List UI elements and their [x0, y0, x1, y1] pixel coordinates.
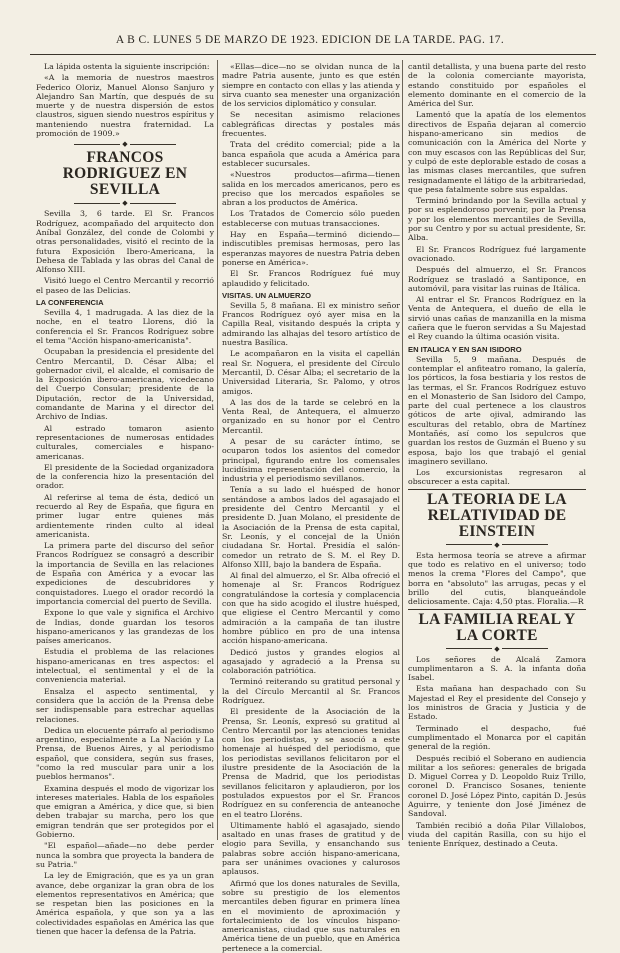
headline-einstein: LA TEORIA DE LA RELATIVIDAD DE EINSTEIN — [427, 490, 567, 540]
paragraph: Los Tratados de Comercio sólo pueden establecerse con mutuas transacciones. — [222, 209, 400, 228]
column-1 — [36, 62, 214, 937]
paragraph: Ensalza el aspecto sentimental, y considera que la acción de la Prensa debe ser indispensable para estrechar aquellas relaciones. — [36, 686, 214, 724]
paragraph: Sevilla 4, 1 madrugada. A las diez de la noche, en el teatro Llorens, dió la conferencia el Sr. Francos Rodríguez sobre el tema "Acción hispano-americanista". — [36, 308, 214, 345]
paragraph: Sevilla 5, 9 mañana. Después de contemplar el anfiteatro romano, la galería, los pórticos, la fosa bestiaria y los restos de las termas, el Sr. Francos Rodríguez estuvo en el Monasterio de San Isidoro del Campo, parte del cual pertenece a los claustros góticos de arte ojival, admirando las esculturas del retablo, obra de Martínez Montañés, así como los sepulcros que guardan los restos de Guzmán el Bueno y su esposa, bajo los que trabajó el genial imaginero sevillano. — [408, 354, 586, 466]
paragraph: Terminó reiterando su gratitud personal y la del Círculo Mercantil al Sr. Francos Rodríguez. — [222, 677, 400, 705]
paragraph: Esta hermosa teoría se atreve a afirmar que todo es relativo en el universo; todo menos la crema "Flores del Campo", que borra en "absoluto" las arrugas, pecas y el brillo del cutis, blanqueándole deliciosamente. Caja: 4,50 ptas. Floralia.—R — [408, 550, 586, 607]
paragraph: Ultimamente habló el agasajado, siendo asaltado en unas frases de gratitud y de elogio para Sevilla, y ensanchando sus palabras sobre acción hispano-americana, para ser unánimes ovaciones y calurosos aplausos. — [222, 820, 400, 877]
paragraph: La primera parte del discurso del señor Francos Rodríguez se consagró a describir la importancia de Sevilla en las relaciones de España con América y a evocar las expediciones de descubridores y conquistadores. Luego el orador recordó la importancia comercial del puerto de Sevilla. — [36, 541, 214, 606]
paragraph: Estudia el problema de las relaciones hispano-americanas en tres aspectos: el intelectual, el sentimental y el de la conveniencia material. — [36, 647, 214, 685]
column-3 — [408, 62, 586, 849]
paragraph: El presidente de la Sociedad organizadora de la conferencia hizo la presentación del orador. — [36, 462, 214, 491]
paragraph: Afirmó que los dones naturales de Sevilla, sobre su prestigio de los elementos mercantiles deben figurar en primera línea en el movimiento de aproximación y fortalecimiento de los vínculos hispano-americanistas, ciudad que sus naturales en América tiene de un pueblo, que en América pertenece a la comercial. — [222, 878, 400, 953]
paragraph: El Sr. Francos Rodríguez fué muy aplaudido y felicitado. — [222, 269, 400, 288]
column-divider — [402, 60, 403, 840]
column-2 — [222, 62, 400, 953]
paragraph: El Sr. Francos Rodríguez fué largamente ovacionado. — [408, 244, 586, 263]
paragraph: Se necesitan asimismo relaciones cablegráficas directas y postales más frecuentes. — [222, 110, 400, 139]
headline-familia-real: LA FAMILIA REAL Y LA CORTE — [418, 610, 576, 644]
header-rule — [30, 54, 596, 55]
paragraph: Examina después el modo de vigorizar los intereses materiales. Habla de los españoles que emigran a América, y dice que, si bien deben trabajar su marcha, pero los que emigran tendrán que ser protegidos por el Gobierno. — [36, 783, 214, 840]
paragraph: El presidente de la Asociación de la Prensa, Sr. Leonís, expresó su gratitud al Centro Mercantil por las atenciones tenidas con los periodistas, y se asoció a este homenaje al huésped del periodismo, que los periodistas sevillanos felicitaron por el ilustre presidente de la Asociación de la Prensa de Madrid, que los periodistas sevillanos felicitaron y aplaudieron, por los postulados expuestos por el Sr. Francos Rodríguez en su conferencia de anteanoche en el teatro Lloréns. — [222, 707, 400, 819]
paragraph: Esta mañana han despachado con Su Majestad el Rey el presidente del Consejo y los ministros de Gracia y Justicia y de Estado. — [408, 684, 586, 722]
paragraph: «Ellas—dice—no se olvidan nunca de la madre Patria ausente, junto es que estén siempre en contacto con ellas y las atienda y sirva cuanto sea menester una organización de los servicios diplomático y consular. — [222, 62, 400, 109]
ornament-divider: ◆ — [36, 140, 214, 148]
paragraph: Dedica un elocuente párrafo al periodismo argentino, especialmente a La Nación y La Prensa, de Buenos Aires, y al periodismo español, que considera, según sus frases, "como la red muscular para unir a los pueblos hermanos". — [36, 725, 214, 782]
paragraph: Los excursionistas regresaron al obscurecer a esta capital. — [408, 468, 586, 487]
paragraph: «Nuestros productos—afirma—tienen salida en los mercados americanos, pero es preciso que los mercados españoles se abran a los productos de América. — [222, 170, 400, 208]
paragraph: Al referirse al tema de ésta, dedicó un recuerdo al Rey de España, que figura en primer lugar entre quienes más ardientemente rinden culto al ideal americanista. — [36, 492, 214, 539]
paragraph: Sevilla 5, 8 mañana. El ex ministro señor Francos Rodríguez oyó ayer misa en la Capilla Real, visitando después la cripta y admirando las alhajas del tesoro artístico de nuestra Basílica. — [222, 300, 400, 348]
paragraph: Expone lo que vale y significa el Archivo de Indias, donde guardan los tesoros hispano-americanos y las grandezas de los países americanos. — [36, 608, 214, 646]
page-header: A B C. LUNES 5 DE MARZO DE 1923. EDICION DE LA TARDE. PAG. 17. — [115, 34, 505, 46]
paragraph: A las dos de la tarde se celebró en la Venta Real, de Antequera, el almuerzo organizado en su honor por el Centro Mercantil. — [222, 397, 400, 435]
ornament-divider: ◆ — [36, 199, 214, 207]
paragraph: Al entrar el Sr. Francos Rodríguez en la Venta de Antequera, el dueño de ella le sirvió unas cañas de manzanilla en la misma cañera que le fueron servidas a Su Majestad el Rey cuando la última ocasión visita. — [408, 295, 586, 342]
paragraph: Al final del almuerzo, el Sr. Alba ofreció el homenaje al Sr. Francos Rodríguez congratulándose la cortesía y complacencia con que ha sido acogido el ilustre huésped, que eligiese el Centro Mercantil y como admiración a la campaña de tan ilustre hombre público en pro de una intensa acción hispano-americana. — [222, 571, 400, 646]
paragraph: Tenía a su lado el huésped de honor sentándose a ambos lados del agasajado el presidente del Centro Mercantil y el presidente D. Juan Molano, el presidente de la Asociación de la Prensa de esta capital, Sr. Leonís, y el concejal de la Unión ciudadana Sr. Hortal. Presidía el salón-comedor un retrato de S. M. el Rey D. Alfonso XIII, bajo la bandera de España. — [222, 485, 400, 569]
paragraph: También recibió a doña Pilar Villalobos, viuda del capitán Rasilla, con su hijo el teniente Enríquez, destinado a Ceuta. — [408, 820, 586, 849]
paragraph: Terminado el despacho, fué cumplimentado el Monarca por el capitán general de la región. — [408, 723, 586, 752]
paragraph: Hay en España—terminó diciendo—indiscutibles premisas hermosas, pero las esperanzas mayores de nuestra Patria deben ponerse en América». — [222, 230, 400, 267]
section-rule — [408, 609, 586, 610]
paragraph: Después recibió el Soberano en audiencia militar a los señores: generales de brigada D. Miguel Correa y D. Leopoldo Ruiz Trillo, coronel D. Francisco Sosanes, teniente coronel D. José López Pinto, capitán D. Jesús Aguirre, y teniente don José Jiménez de Sandoval. — [408, 753, 586, 819]
paragraph: Dedicó justos y grandes elogios al agasajado y agradeció a la Prensa su colaboración patriótica. — [222, 647, 400, 676]
paragraph: Lamentó que la apatía de los elementos directivos de España dejaran al comercio hispano-americano sin medios de comunicación con la América del Norte y con muy escasos con las Repúblicas del Sur, y culpó de este deplorable estado de cosas a las mismas clases mercantiles, que sufren resignadamente el látigo de la arbitrariedad, que pesa fatalmente sobre sus espaldas. — [408, 110, 586, 194]
paragraph: La lápida ostenta la siguiente inscripción: — [44, 62, 210, 71]
headline-francos-rodriguez: FRANCOS RODRIGUEZ EN SEVILLA — [62, 149, 188, 199]
column-divider — [217, 60, 218, 840]
paragraph: Los señores de Alcalá Zamora cumplimentaron a S. A. la infanta doña Isabel. — [408, 654, 586, 683]
paragraph: "El español—añade—no debe perder nunca la sombra que proyecta la bandera de su Patria." — [36, 841, 214, 869]
paragraph: Le acompañaron en la visita el capellán real Sr. Noguera, el presidente del Círculo Mercantil, D. César Alba; el secretario de la Universidad Literaria, Sr. Palomo, y otros amigos. — [222, 349, 400, 396]
paragraph: Ocupaban la presidencia el presidente del Centro Mercantil, D. César Alba; el gobernador civil, el alcalde, el comisario de la Exposición ibero-americana, vicedecano del Cuerpo Consular; presidente de la Diputación, rector de la Universidad, comandante de Marina y el director del Archivo de Indias. — [36, 347, 214, 422]
paragraph: A pesar de su carácter íntimo, se ocuparon todos los asientos del comedor principal, figurando entre los comensales lucidísima representación del comercio, la industria y el periodismo sevillanos. — [222, 436, 400, 484]
ornament-divider: ◆ — [408, 541, 586, 549]
paragraph: Sevilla 3, 6 tarde. El Sr. Francos Rodríguez, acompañado del arquitecto don Aníbal González, del conde de Colombi y otras personalidades, visitó el recinto de la futura Exposición Ibero-Americana, la Dehesa de Tablada y las obras del Canal de Alfonso XIII. — [36, 209, 214, 275]
paragraph: Trata del crédito comercial; pide a la banca española que acuda a América para establecer sucursales. — [222, 140, 400, 168]
paragraph: Visitó luego el Centro Mercantil y recorrió el paseo de las Delicias. — [36, 276, 214, 295]
section-heading: LA CONFERENCIA — [36, 298, 104, 308]
ornament-divider: ◆ — [408, 645, 586, 653]
section-heading: EN ITALICA Y EN SAN ISIDORO — [408, 344, 522, 354]
section-rule — [408, 489, 586, 490]
section-heading: VISITAS. UN ALMUERZO — [222, 290, 312, 300]
paragraph: Terminó brindando por la Sevilla actual y por su esplendoroso porvenir, por la Prensa y por los elementos mercantiles de Sevilla, por su Centro y por su actual presidente, Sr. Alba. — [408, 196, 586, 243]
paragraph: «A la memoria de nuestros maestros Federico Oloriz, Manuel Alonso Sanjuro y Alejandro San Martín, que después de su muerte y de nuestra dispersión de estos claustros, siguen siendo nuestros espíritus y manteniendo nuestra fraternidad. La promoción de 1909.» — [36, 73, 214, 139]
paragraph: Después del almuerzo, el Sr. Francos Rodríguez se trasladó a Santiponce, en automóvil, para visitar las ruinas de Itálica. — [408, 265, 586, 293]
paragraph: Al estrado tomaron asiento representaciones de numerosas entidades culturales, comerciales e hispano-americanas. — [36, 423, 214, 461]
paragraph: cantil detallista, y una buena parte del resto de la colonia comerciante mayorista, estando constituido por españoles el elemento dominante en el comercio de la América del Sur. — [408, 62, 586, 109]
paragraph: La ley de Emigración, que es ya un gran avance, debe organizar la gran obra de los elementos representativos en América; que se respetan bien las posiciones en la América española, y que son ya a las colectividades españolas en América las que tienen que hacer la defensa de la Patria. — [36, 871, 214, 937]
